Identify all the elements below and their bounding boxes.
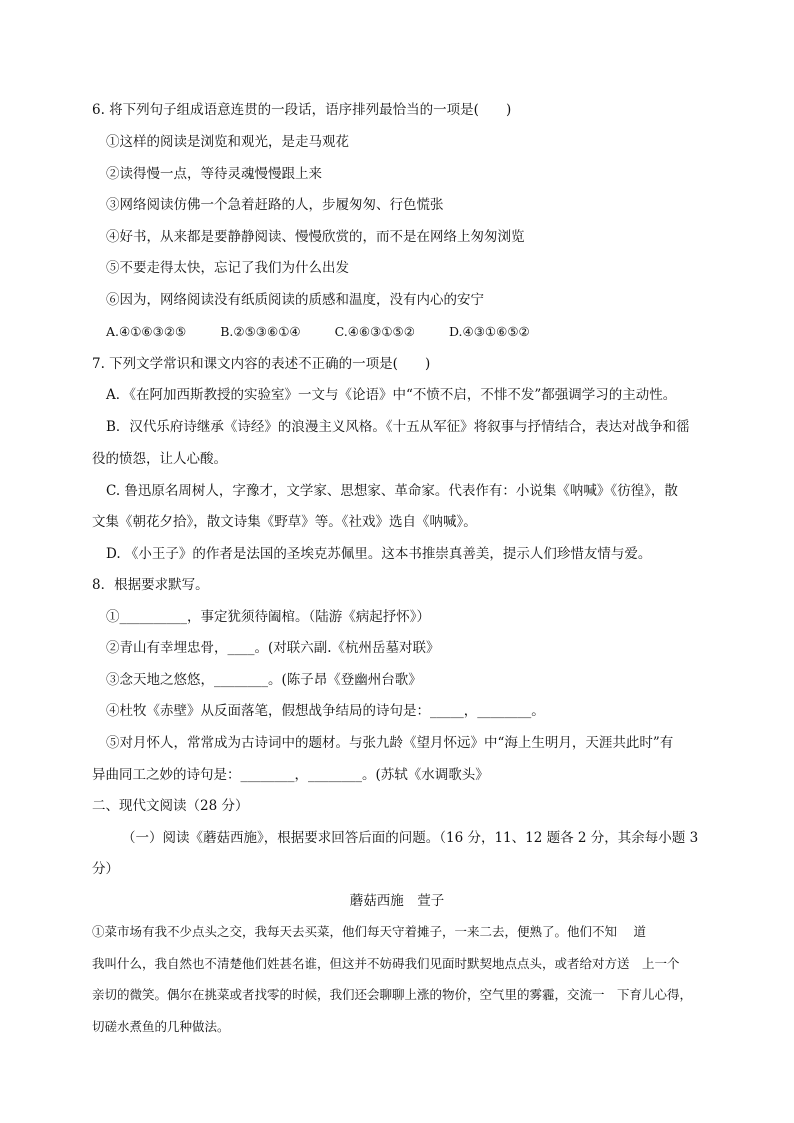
- section-2-intro-line2: 分）: [92, 861, 119, 877]
- question-6-stem: 6. 将下列句子组成语意连贯的一段话，语序排列最恰当的一项是( ): [92, 102, 512, 118]
- article-paragraph-1-line1: ①菜市场有我不少点头之交，我每天去买菜，他们每天守着摊子，一来二去，便熟了。他们不知 道: [92, 924, 646, 939]
- q7-option-b-line1: B．汉代乐府诗继承《诗经》的浪漫主义风格。《十五从军征》将叙事与抒情结合，表达对战争和徭: [106, 419, 690, 435]
- question-8-stem: 8．根据要求默写。: [92, 577, 209, 593]
- section-2-intro-line1: （一）阅读《蘑菇西施》，根据要求回答后面的问题。（16 分，11、12 题各 2 分，其余每小题 3: [122, 830, 699, 846]
- q8-item-5-line1: ⑤对月怀人，常常成为古诗词中的题材。与张九龄《望月怀远》中“海上生明月，天涯共此时”有: [106, 735, 674, 751]
- q7-option-c-line2: 文集《朝花夕拾》，散文诗集《野草》等。《社戏》选自《呐喊》。: [92, 514, 477, 530]
- q6-choice-d: D.④③①⑥⑤②: [448, 324, 530, 339]
- q6-sentence-4: ④好书，从来都是要静静阅读、慢慢欣赏的，而不是在网络上匆匆浏览: [106, 229, 525, 245]
- q6-sentence-2: ②读得慢一点，等待灵魂慢慢跟上来: [106, 166, 322, 182]
- q6-choice-c: C.④⑥③①⑤②: [334, 324, 415, 339]
- q7-option-b-line2: 役的愤怨，让人心酸。: [92, 451, 227, 467]
- article-paragraph-1-line3: 亲切的微笑。偶尔在挑菜或者找零的时候，我们还会聊聊上涨的物价，空气里的雾霾，交流一 下育儿心得，: [92, 987, 693, 1002]
- q8-item-1: ①__________，事定犹须待阖棺。（陆游《病起抒怀》）: [106, 609, 430, 625]
- q6-sentence-5: ⑤不要走得太快，忘记了我们为什么出发: [106, 260, 349, 276]
- article-title: 蘑菇西施 萱子: [349, 893, 445, 909]
- q8-item-2: ②青山有幸埋忠骨，____。(对联六副.《杭州岳墓对联》: [106, 640, 440, 656]
- q6-choice-b: B.②⑤③⑥①④: [220, 324, 301, 339]
- article-paragraph-1-line2: 我叫什么，我自然也不清楚他们姓甚名谁，但这并不妨碍我们见面时默契地点点头，或者给对方送 上一个: [92, 956, 680, 971]
- q7-option-c-line1: C. 鲁迅原名周树人，字豫才，文学家、思想家、革命家。代表作有：小说集《呐喊》《彷徨》，散: [106, 483, 678, 499]
- q7-option-d: D. 《小王子》的作者是法国的圣埃克苏佩里。这本书推崇真善美，提示人们珍惜友情与爱。: [106, 546, 652, 562]
- q8-item-5-line2: 异曲同工之妙的诗句是：________，________。(苏轼《水调歌头》: [92, 767, 489, 783]
- q6-sentence-1: ①这样的阅读是浏览和观光，是走马观花: [106, 134, 349, 150]
- q6-sentence-3: ③网络阅读仿佛一个急着赶路的人，步履匆匆、行色慌张: [106, 197, 444, 213]
- article-paragraph-1-line4: 切磋水煮鱼的几种做法。: [92, 1019, 230, 1034]
- q6-sentence-6: ⑥因为，网络阅读没有纸质阅读的质感和温度，没有内心的安宁: [106, 292, 484, 308]
- section-2-heading: 二、现代文阅读（28 分）: [92, 798, 249, 814]
- q8-item-3: ③念天地之悠悠，________。(陈子昂《登幽州台歌》: [106, 672, 422, 688]
- q7-option-a: A．《在阿加西斯教授的实验室》一文与《论语》中“不愤不启，不悱不发”都强调学习的主动性。: [106, 387, 677, 403]
- q6-choices: [106, 322, 726, 342]
- q6-choice-a: A.④①⑥③②⑤: [106, 324, 187, 339]
- question-7-stem: 7. 下列文学常识和课文内容的表述不正确的一项是( ): [92, 356, 431, 372]
- q8-item-4: ④杜牧《赤壁》从反面落笔，假想战争结局的诗句是：_____，________。: [106, 703, 545, 719]
